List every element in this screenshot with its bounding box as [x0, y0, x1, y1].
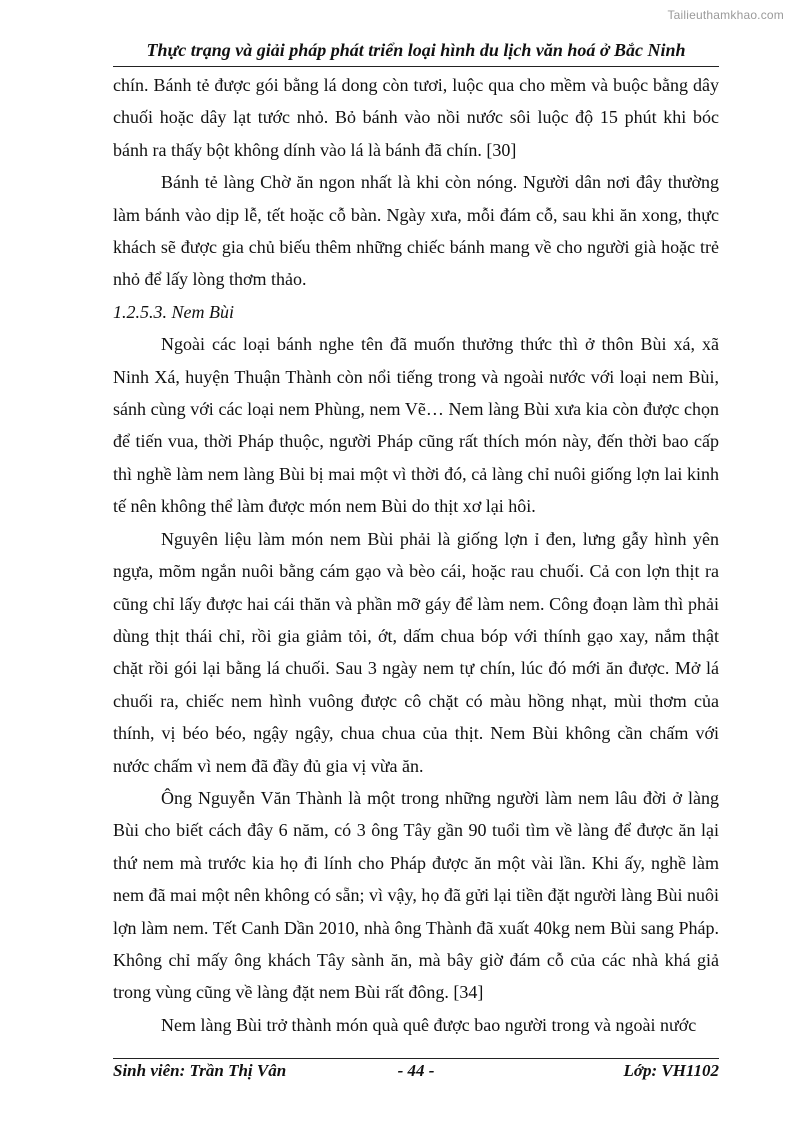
paragraph-1: chín. Bánh tẻ được gói bằng lá dong còn tươi, luộc qua cho mềm và buộc bằng dây chuối hoặc dây lạt tước nhỏ. Bỏ bánh vào nồi nước sôi luộc độ 15 phút khi bóc bánh ra thấy bột không dính vào lá là bánh đã chín. [30]	[113, 75, 719, 160]
page-footer	[113, 1061, 719, 1085]
section-heading: 1.2.5.3. Nem Bùi	[113, 301, 234, 322]
paragraph-2: Bánh tẻ làng Chờ ăn ngon nhất là khi còn nóng. Người dân nơi đây thường làm bánh vào dịp lễ, tết hoặc cỗ bàn. Ngày xưa, mỗi đám cỗ, sau khi ăn xong, thực khách sẽ được gia chủ biếu thêm những chiếc bánh mang về cho người già hoặc trẻ nhỏ để lấy lòng thơm thảo.	[113, 172, 719, 290]
page-body	[113, 69, 719, 1041]
running-header: Thực trạng và giải pháp phát triển loại hình du lịch văn hoá ở Bắc Ninh	[146, 40, 686, 60]
footer-student: Sinh viên: Trần Thị Vân	[113, 1061, 287, 1080]
paragraph-6: Nem làng Bùi trở thành món quà quê được bao người trong và ngoài nước	[161, 1014, 697, 1035]
paragraph-4: Nguyên liệu làm món nem Bùi phải là giống lợn ỉ đen, lưng gẫy hình yên ngựa, mõm ngắn nuôi bằng cám gạo và bèo cái, hoặc rau chuối. Cả con lợn thịt ra cũng chỉ lấy được hai cái thăn và phần mỡ gáy để làm nem. Công đoạn làm thì phải dùng thịt thái chỉ, rồi gia giảm tỏi, ớt, dấm chua bóp với thính gạo xay, nắm thật chặt rồi gói lại bằng lá chuối. Sau 3 ngày nem tự chín, lúc đó mới ăn được. Mở lá chuối ra, chiếc nem hình vuông được cô chặt có màu hồng nhạt, mùi thơm của thính, vị béo béo, ngậy ngậy, chua chua của thịt. Nem Bùi không cần chấm với nước chấm vì nem đã đầy đủ gia vị vừa ăn.	[113, 528, 719, 776]
footer-divider	[113, 1058, 719, 1059]
watermark: Tailieuthamkhao.com	[667, 8, 784, 22]
page-number: - 44 -	[397, 1061, 435, 1080]
footer-class: Lớp: VH1102	[623, 1061, 719, 1080]
header-divider	[113, 66, 719, 67]
paragraph-3: Ngoài các loại bánh nghe tên đã muốn thưởng thức thì ở thôn Bùi xá, xã Ninh Xá, huyện Thuận Thành còn nổi tiếng trong và ngoài nước với loại nem Bùi, sánh cùng với các loại nem Phùng, nem Vẽ… Nem làng Bùi xưa kia còn được chọn để tiến vua, thời Pháp thuộc, người Pháp cũng rất thích món này, đến thời bao cấp thì nghề làm nem làng Bùi bị mai một vì thời đó, cả làng chỉ nuôi giống lợn lai kinh tế nên không thể làm được món nem Bùi do thịt xơ lại hôi.	[113, 334, 719, 517]
paragraph-5: Ông Nguyễn Văn Thành là một trong những người làm nem lâu đời ở làng Bùi cho biết cách đây 6 năm, có 3 ông Tây gần 90 tuổi tìm về làng để được ăn lại thứ nem mà trước kia họ đi lính cho Pháp được ăn một vài lần. Khi ấy, nghề làm nem đã mai một nên không có sẵn; vì vậy, họ đã gửi lại tiền đặt người làng Bùi nuôi lợn làm nem. Tết Canh Dần 2010, nhà ông Thành đã xuất 40kg nem Bùi sang Pháp. Không chỉ mấy ông khách Tây sành ăn, mà bây giờ đám cỗ của các nhà khá giả trong vùng cũng về làng đặt nem Bùi rất đông. [34]	[113, 787, 719, 1003]
